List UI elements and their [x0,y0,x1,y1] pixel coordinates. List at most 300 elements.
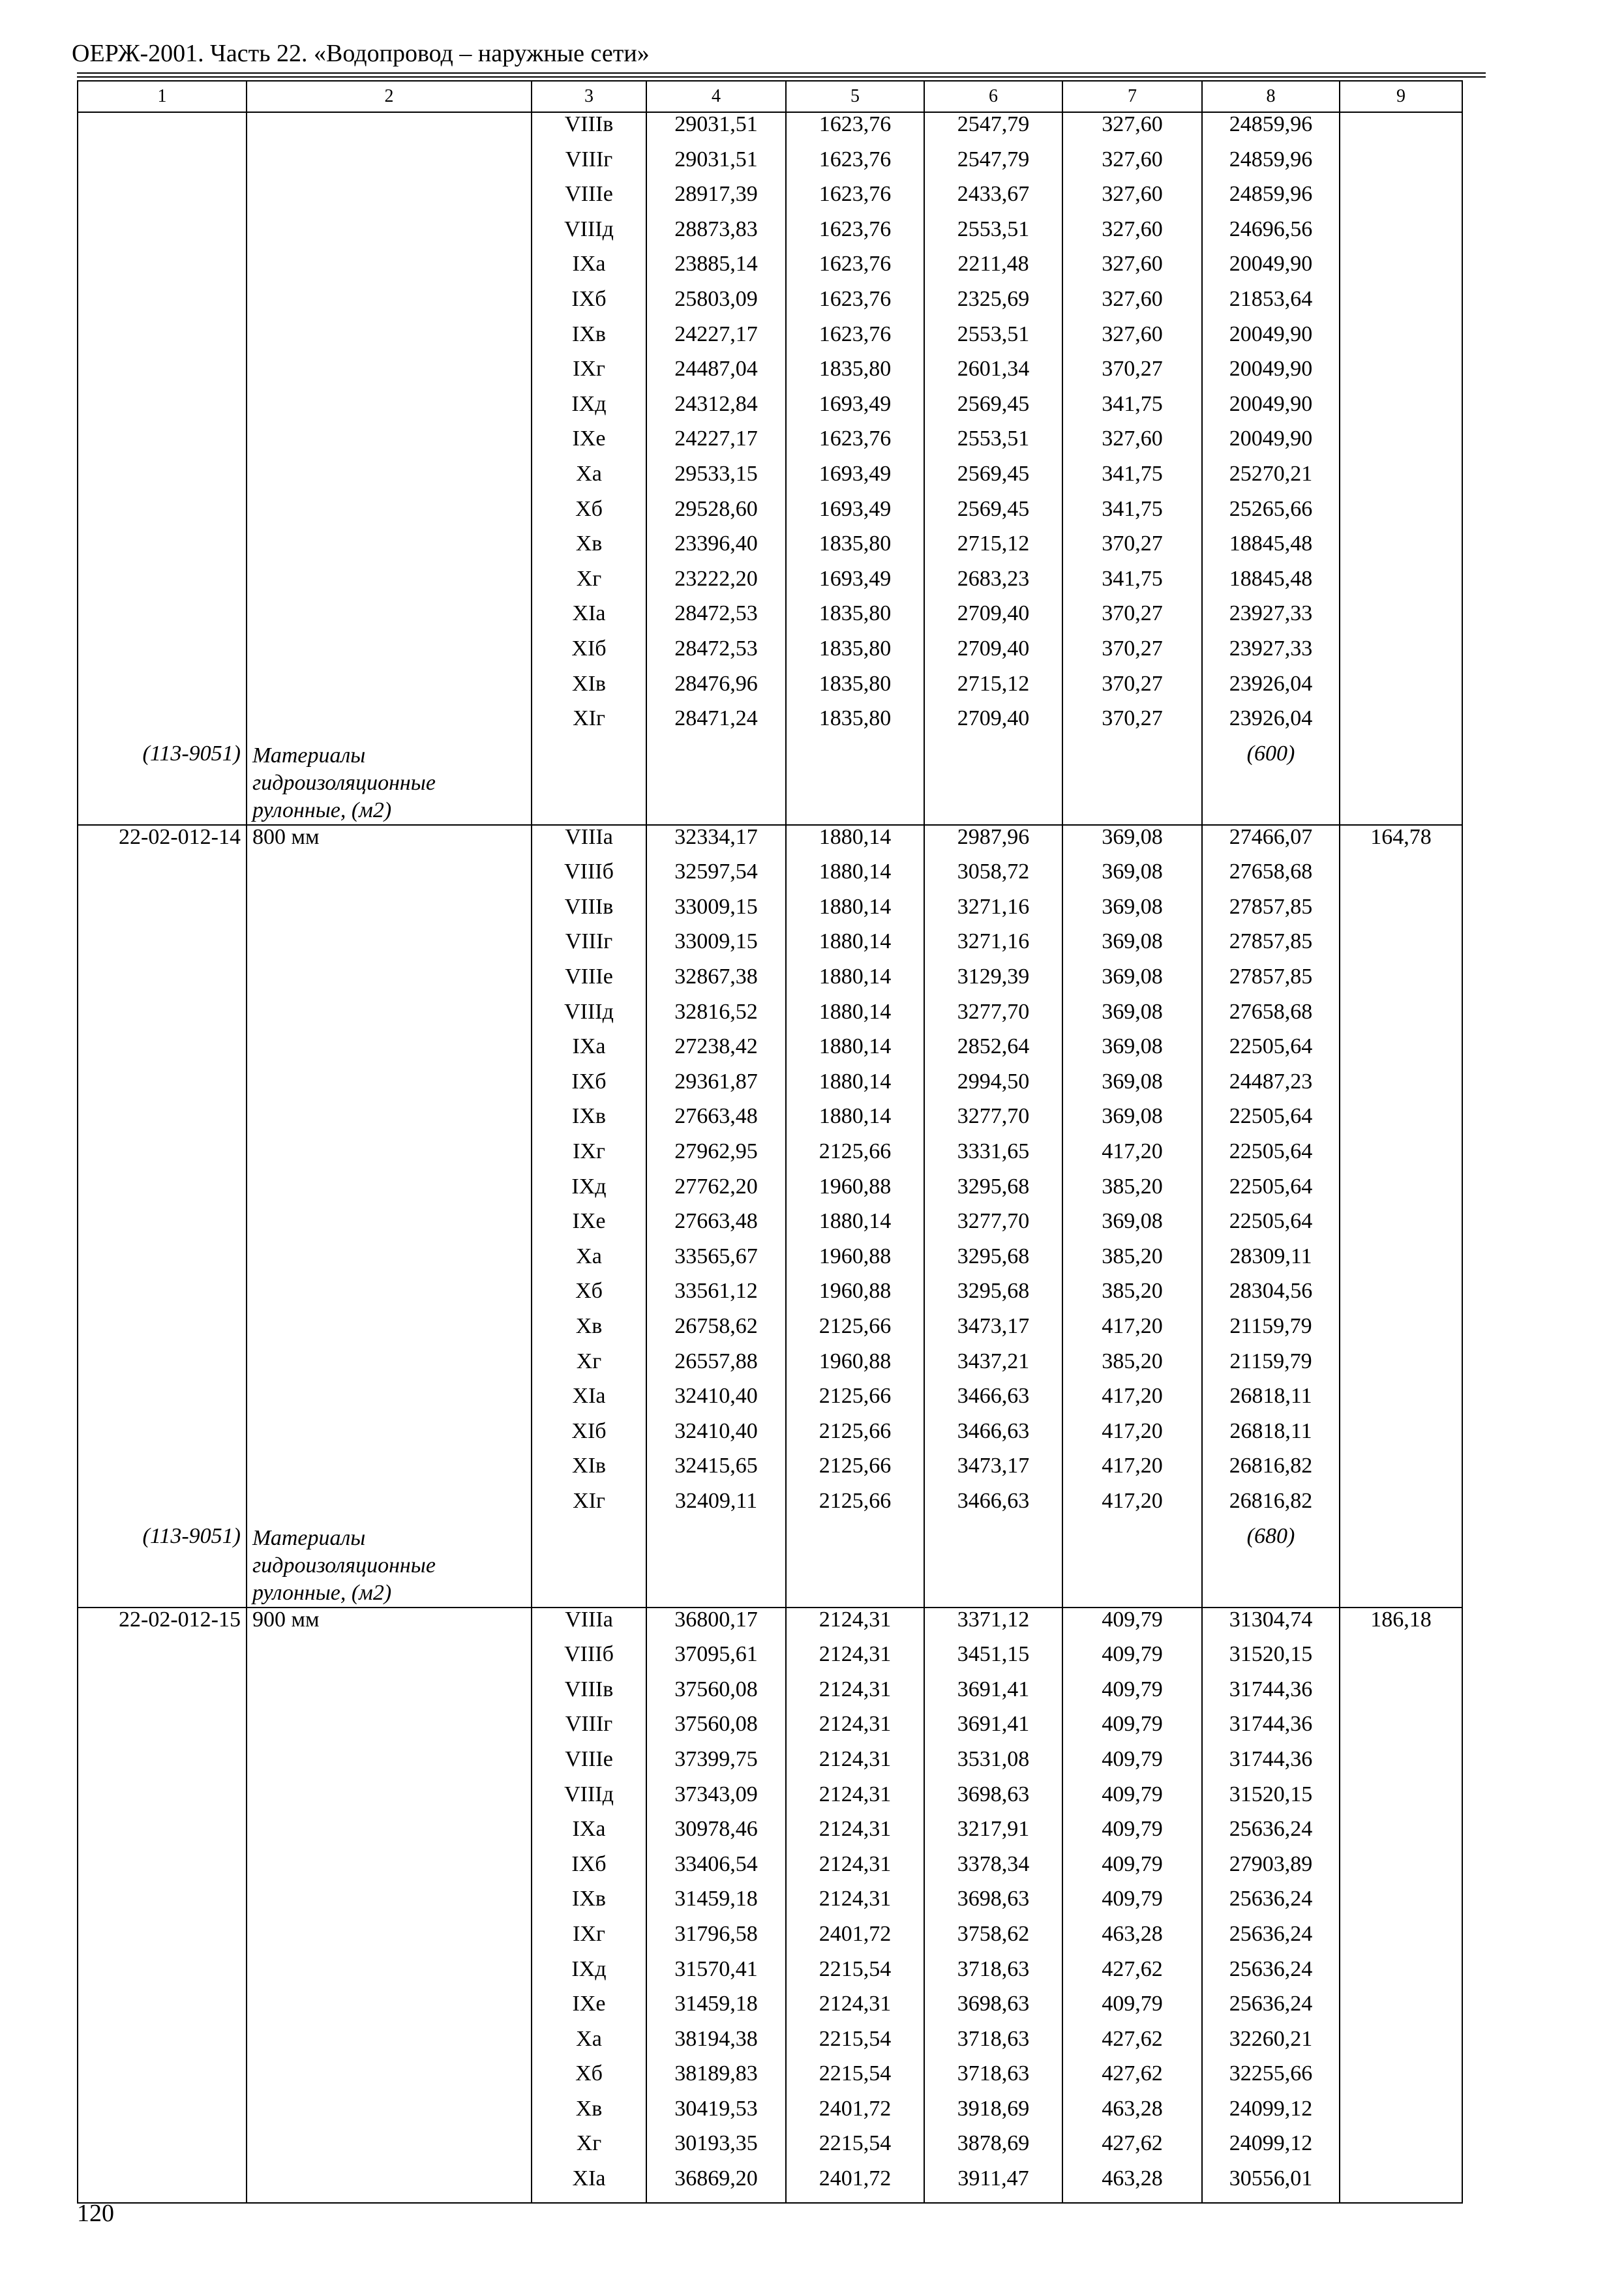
rate-name: 900 мм [247,1608,532,1643]
rate-name [247,323,532,358]
value-cell: 21159,79 [1202,1315,1340,1350]
value-cell: 24487,23 [1202,1070,1340,1105]
rate-name [247,1783,532,1818]
col9-value [1340,1105,1462,1140]
value-cell: 25636,24 [1202,1922,1340,1958]
col9-value [1340,148,1462,183]
rate-name [247,1713,532,1748]
column-number: 9 [1340,81,1462,112]
rate-name [247,498,532,533]
table-row [78,1748,1462,1783]
value-cell: 463,28 [1062,2097,1202,2132]
value-cell: 370,27 [1062,532,1202,567]
value-cell: 3718,63 [924,1958,1062,1993]
value-cell: 369,08 [1062,1035,1202,1070]
value-cell: 2124,31 [786,1818,924,1853]
table-row [78,252,1462,288]
value-cell: 341,75 [1062,393,1202,428]
rate-code [78,1922,247,1958]
value-cell: 369,08 [1062,895,1202,931]
material-code: (113-9051) [78,1525,247,1608]
rate-code [78,2097,247,2132]
table-row [78,825,1462,861]
rate-code [78,323,247,358]
rate-code [78,532,247,567]
value-cell: 33009,15 [646,930,786,965]
col9-value [1340,1489,1462,1525]
value-cell: 2125,66 [786,1454,924,1489]
rate-name [247,602,532,637]
zone-cell: VIIIа [532,1608,646,1643]
value-cell: 26818,11 [1202,1420,1340,1455]
rate-code [78,1489,247,1525]
value-cell: 21853,64 [1202,288,1340,323]
value-cell: 30193,35 [646,2132,786,2167]
value-cell: 409,79 [1062,1992,1202,2027]
zone-cell: XIа [532,2167,646,2203]
value-cell: 32415,65 [646,1454,786,1489]
zone-cell: XIб [532,1420,646,1455]
value-cell: 22505,64 [1202,1105,1340,1140]
page-header: ОЕРЖ-2001. Часть 22. «Водопровод – наружные сети» [72,40,650,67]
table-row [78,462,1462,498]
zone-cell: IXг [532,1922,646,1958]
value-cell: 370,27 [1062,672,1202,708]
value-cell: 2215,54 [786,2027,924,2063]
table-row [78,2062,1462,2097]
zone-cell: XIа [532,1384,646,1420]
empty-cell [1062,742,1202,825]
rate-name [247,462,532,498]
rate-code [78,1748,247,1783]
value-cell: 1623,76 [786,183,924,218]
value-cell: 37399,75 [646,1748,786,1783]
col9-value [1340,1454,1462,1489]
rate-code [78,2132,247,2167]
material-row [78,1525,1462,1608]
table-row [78,1105,1462,1140]
rate-code [78,965,247,1000]
value-cell: 30978,46 [646,1818,786,1853]
value-cell: 3698,63 [924,1783,1062,1818]
col9-value [1340,183,1462,218]
value-cell: 2553,51 [924,218,1062,253]
value-cell: 28873,83 [646,218,786,253]
value-cell: 369,08 [1062,1105,1202,1140]
value-cell: 2547,79 [924,112,1062,148]
col9-value [1340,112,1462,148]
value-cell: 2125,66 [786,1489,924,1525]
value-cell: 2124,31 [786,1643,924,1678]
value-cell: 409,79 [1062,1643,1202,1678]
value-cell: 409,79 [1062,1713,1202,1748]
value-cell: 2124,31 [786,1713,924,1748]
zone-cell: XIв [532,1454,646,1489]
zone-cell: IXа [532,252,646,288]
value-cell: 21159,79 [1202,1350,1340,1385]
col9-value: 164,78 [1340,825,1462,861]
col9-value [1340,252,1462,288]
zone-cell: VIIIв [532,112,646,148]
table-row [78,860,1462,895]
col9-value [1340,427,1462,462]
value-cell: 2987,96 [924,825,1062,861]
value-cell: 417,20 [1062,1384,1202,1420]
value-cell: 369,08 [1062,1070,1202,1105]
zone-cell: IXе [532,1210,646,1245]
zone-cell: IXг [532,1140,646,1175]
value-cell: 3378,34 [924,1853,1062,1888]
column-number-row [78,81,1462,112]
value-cell: 3691,41 [924,1678,1062,1713]
zone-cell: VIIIб [532,1643,646,1678]
value-cell: 32409,11 [646,1489,786,1525]
value-cell: 2125,66 [786,1140,924,1175]
table-row [78,637,1462,672]
value-cell: 3277,70 [924,1105,1062,1140]
rate-code [78,1350,247,1385]
zone-cell: Xг [532,567,646,603]
value-cell: 36800,17 [646,1608,786,1643]
zone-cell: Xг [532,2132,646,2167]
value-cell: 24859,96 [1202,112,1340,148]
col9-value [1340,930,1462,965]
value-cell: 327,60 [1062,427,1202,462]
value-cell: 2401,72 [786,2097,924,2132]
zone-cell: XIг [532,707,646,742]
value-cell: 23927,33 [1202,602,1340,637]
col9-value [1340,602,1462,637]
rate-code [78,462,247,498]
value-cell: 28917,39 [646,183,786,218]
col9-value [1340,1140,1462,1175]
value-cell: 409,79 [1062,1818,1202,1853]
table-row [78,2132,1462,2167]
zone-cell: Xб [532,2062,646,2097]
table-row [78,218,1462,253]
value-cell: 25803,09 [646,288,786,323]
rate-code [78,1713,247,1748]
value-cell: 25636,24 [1202,1992,1340,2027]
value-cell: 3466,63 [924,1384,1062,1420]
rate-code [78,1000,247,1036]
table-row [78,288,1462,323]
value-cell: 1960,88 [786,1350,924,1385]
value-cell: 1880,14 [786,860,924,895]
value-cell: 31744,36 [1202,1678,1340,1713]
column-number: 2 [247,81,532,112]
value-cell: 370,27 [1062,637,1202,672]
value-cell: 2601,34 [924,357,1062,393]
value-cell: 463,28 [1062,2167,1202,2203]
value-cell: 1880,14 [786,1070,924,1105]
value-cell: 417,20 [1062,1489,1202,1525]
value-cell: 409,79 [1062,1608,1202,1643]
col9-value [1340,1210,1462,1245]
value-cell: 2124,31 [786,1992,924,2027]
value-cell: 31570,41 [646,1958,786,1993]
column-number: 5 [786,81,924,112]
rate-name [247,1922,532,1958]
rate-code [78,1678,247,1713]
value-cell: 327,60 [1062,252,1202,288]
value-cell: 22505,64 [1202,1175,1340,1210]
rate-name [247,1210,532,1245]
value-cell: 27857,85 [1202,965,1340,1000]
rate-name [247,930,532,965]
table-row [78,2097,1462,2132]
zone-cell: IXе [532,427,646,462]
value-cell: 31520,15 [1202,1643,1340,1678]
rate-name [247,357,532,393]
value-cell: 24227,17 [646,427,786,462]
table-row [78,1678,1462,1713]
value-cell: 27238,42 [646,1035,786,1070]
value-cell: 32816,52 [646,1000,786,1036]
empty-cell [1340,742,1462,825]
value-cell: 20049,90 [1202,323,1340,358]
rate-name [247,393,532,428]
rate-name [247,183,532,218]
value-cell: 2553,51 [924,427,1062,462]
rate-name [247,1245,532,1280]
value-cell: 29031,51 [646,148,786,183]
value-cell: 369,08 [1062,860,1202,895]
rate-code [78,1783,247,1818]
col9-value [1340,1887,1462,1922]
zone-cell: VIIIд [532,1783,646,1818]
rate-name [247,1454,532,1489]
value-cell: 2215,54 [786,2062,924,2097]
table-row [78,567,1462,603]
value-cell: 32410,40 [646,1384,786,1420]
col9-value [1340,1748,1462,1783]
value-cell: 24227,17 [646,323,786,358]
rate-name [247,288,532,323]
material-qty: (680) [1202,1525,1340,1608]
value-cell: 27658,68 [1202,1000,1340,1036]
zone-cell: XIб [532,637,646,672]
rate-code [78,183,247,218]
value-cell: 417,20 [1062,1454,1202,1489]
value-cell: 2124,31 [786,1678,924,1713]
value-cell: 33009,15 [646,895,786,931]
value-cell: 32255,66 [1202,2062,1340,2097]
value-cell: 28304,56 [1202,1279,1340,1315]
column-number: 1 [78,81,247,112]
value-cell: 327,60 [1062,112,1202,148]
value-cell: 2401,72 [786,2167,924,2203]
col9-value [1340,1315,1462,1350]
table-row [78,707,1462,742]
col9-value [1340,1643,1462,1678]
table-row [78,498,1462,533]
rate-name [247,1887,532,1922]
zone-cell: VIIIд [532,218,646,253]
rate-name [247,1315,532,1350]
value-cell: 2683,23 [924,567,1062,603]
zone-cell: IXд [532,1175,646,1210]
value-cell: 3277,70 [924,1210,1062,1245]
rate-code [78,393,247,428]
value-cell: 29533,15 [646,462,786,498]
rate-code [78,602,247,637]
value-cell: 24859,96 [1202,183,1340,218]
zone-cell: VIIIб [532,860,646,895]
zone-cell: VIIIа [532,825,646,861]
value-cell: 369,08 [1062,965,1202,1000]
column-number: 8 [1202,81,1340,112]
value-cell: 3295,68 [924,1175,1062,1210]
rate-code: 22-02-012-15 [78,1608,247,1643]
rate-name [247,1000,532,1036]
rate-name [247,1643,532,1678]
rate-name [247,2132,532,2167]
rate-code [78,860,247,895]
rate-code [78,252,247,288]
value-cell: 31744,36 [1202,1748,1340,1783]
value-cell: 2994,50 [924,1070,1062,1105]
value-cell: 37343,09 [646,1783,786,1818]
col9-value [1340,1279,1462,1315]
value-cell: 33565,67 [646,1245,786,1280]
value-cell: 341,75 [1062,567,1202,603]
value-cell: 31796,58 [646,1922,786,1958]
rate-code [78,112,247,148]
rate-code [78,1420,247,1455]
value-cell: 27903,89 [1202,1853,1340,1888]
value-cell: 27857,85 [1202,895,1340,931]
value-cell: 3718,63 [924,2062,1062,2097]
rate-code [78,1315,247,1350]
rate-code [78,1175,247,1210]
value-cell: 27962,95 [646,1140,786,1175]
rate-name [247,1992,532,2027]
rate-code [78,1818,247,1853]
value-cell: 2715,12 [924,672,1062,708]
rate-code [78,1140,247,1175]
empty-cell [1062,1525,1202,1608]
rate-code [78,2167,247,2203]
value-cell: 36869,20 [646,2167,786,2203]
value-cell: 27663,48 [646,1105,786,1140]
col9-value [1340,1853,1462,1888]
col9-value [1340,218,1462,253]
value-cell: 30556,01 [1202,2167,1340,2203]
column-number: 3 [532,81,646,112]
value-cell: 327,60 [1062,323,1202,358]
value-cell: 27663,48 [646,1210,786,1245]
value-cell: 27658,68 [1202,860,1340,895]
value-cell: 2569,45 [924,498,1062,533]
col9-value [1340,1678,1462,1713]
rate-code [78,1070,247,1105]
column-number: 7 [1062,81,1202,112]
value-cell: 3911,47 [924,2167,1062,2203]
value-cell: 2547,79 [924,148,1062,183]
zone-cell: VIIIе [532,965,646,1000]
col9-value: 186,18 [1340,1608,1462,1643]
rate-name [247,1384,532,1420]
value-cell: 28471,24 [646,707,786,742]
value-cell: 22505,64 [1202,1210,1340,1245]
value-cell: 1693,49 [786,498,924,533]
value-cell: 2709,40 [924,602,1062,637]
value-cell: 427,62 [1062,2027,1202,2063]
value-cell: 38189,83 [646,2062,786,2097]
rate-code [78,2062,247,2097]
value-cell: 31459,18 [646,1887,786,1922]
zone-cell: VIIIг [532,930,646,965]
value-cell: 31304,74 [1202,1608,1340,1643]
table-row [78,1643,1462,1678]
value-cell: 1623,76 [786,218,924,253]
table-row [78,1783,1462,1818]
page-number: 120 [77,2200,114,2227]
col9-value [1340,1175,1462,1210]
rate-code [78,498,247,533]
value-cell: 24487,04 [646,357,786,393]
zone-cell: XIв [532,672,646,708]
table-row [78,1279,1462,1315]
value-cell: 3473,17 [924,1454,1062,1489]
rate-code [78,1454,247,1489]
rate-name [247,1853,532,1888]
value-cell: 2125,66 [786,1315,924,1350]
value-cell: 25265,66 [1202,498,1340,533]
rate-code [78,1210,247,1245]
zone-cell: IXг [532,357,646,393]
material-name [247,1525,532,1608]
zone-cell: IXд [532,393,646,428]
zone-cell: Xа [532,2027,646,2063]
rate-name [247,2167,532,2203]
value-cell: 28472,53 [646,602,786,637]
rate-name [247,1420,532,1455]
value-cell: 24099,12 [1202,2097,1340,2132]
rate-code [78,672,247,708]
empty-cell [646,742,786,825]
value-cell: 25636,24 [1202,1958,1340,1993]
value-cell: 1693,49 [786,567,924,603]
col9-value [1340,2062,1462,2097]
col9-value [1340,393,1462,428]
col9-value [1340,1384,1462,1420]
table-row [78,1958,1462,1993]
material-qty: (600) [1202,742,1340,825]
value-cell: 24099,12 [1202,2132,1340,2167]
value-cell: 3698,63 [924,1992,1062,2027]
value-cell: 32867,38 [646,965,786,1000]
rate-code [78,1105,247,1140]
col9-value [1340,288,1462,323]
rate-code [78,1035,247,1070]
rate-code [78,288,247,323]
rate-code [78,1958,247,1993]
rate-name [247,218,532,253]
value-cell: 24696,56 [1202,218,1340,253]
value-cell: 1693,49 [786,393,924,428]
rate-name [247,965,532,1000]
value-cell: 1880,14 [786,1105,924,1140]
col9-value [1340,895,1462,931]
rate-name [247,1489,532,1525]
col9-value [1340,1958,1462,1993]
value-cell: 327,60 [1062,288,1202,323]
value-cell: 2709,40 [924,637,1062,672]
col9-value [1340,1245,1462,1280]
rates-table [77,80,1463,2204]
